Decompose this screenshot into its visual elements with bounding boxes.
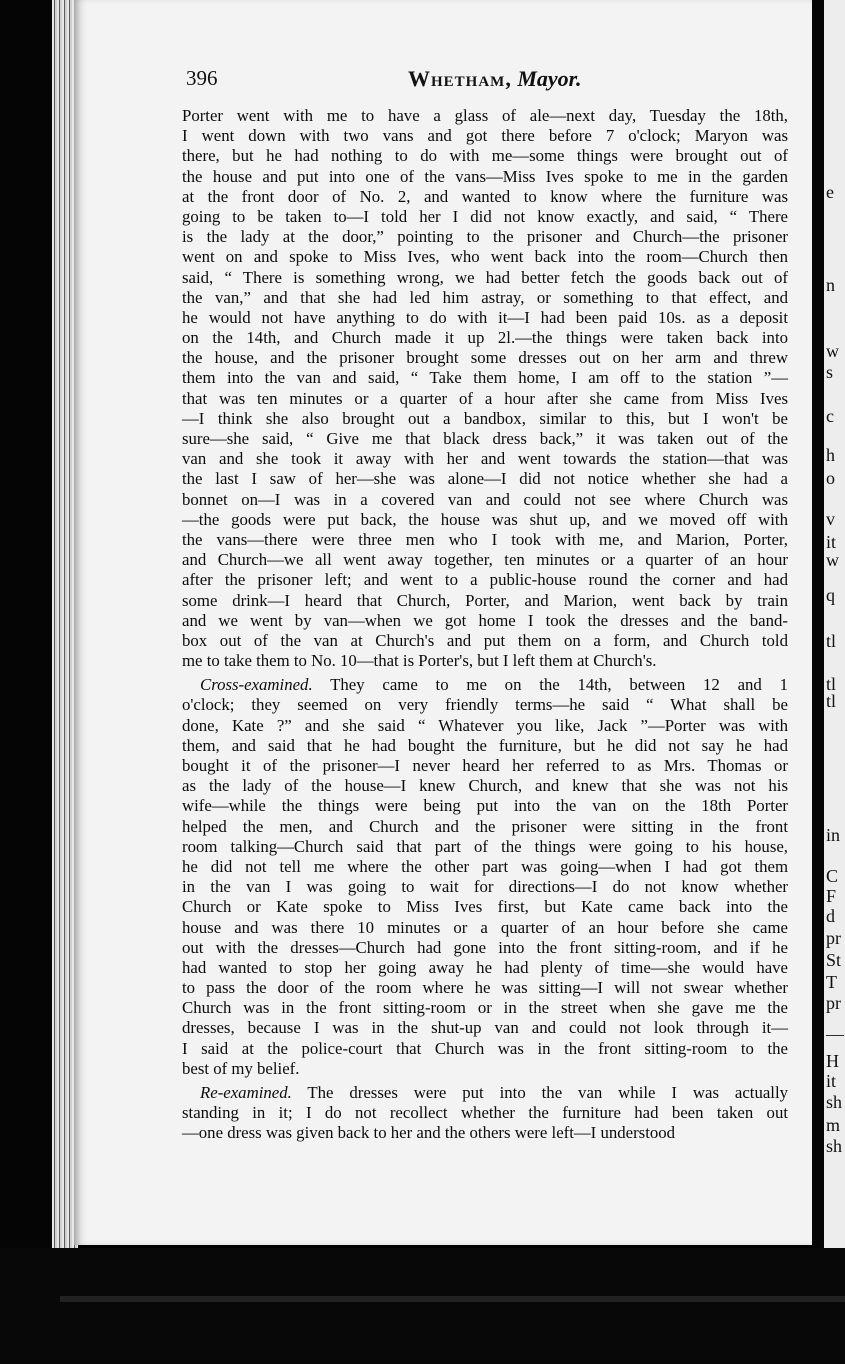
text-line: dresses, because I was in the shut-up van and could not look through it— — [182, 1018, 788, 1038]
text-line: to pass the door of the room where he was sitting—I will not swear whether — [182, 978, 788, 998]
text-line: helped the men, and Church and the prisoner were sitting in the front — [182, 816, 788, 836]
adjacent-page-fragment: d — [826, 906, 835, 926]
text-line: Church was in the front sitting-room or in the street when she gave me the — [182, 998, 788, 1018]
text-line: best of my belief. — [182, 1058, 300, 1078]
text-line: me to take them to No. 10—that is Porter's, but I left them at Church's. — [182, 651, 657, 671]
text-line: done, Kate ?” and she said “ Whatever you like, Jack ”—Porter was with — [182, 715, 788, 735]
text-line: standing in it; I do not recollect whether the furniture had been taken out — [182, 1103, 788, 1123]
text-line: he did not tell me where the other part was going—when I had got them — [182, 856, 788, 876]
running-head-title: Mayor. — [517, 66, 582, 91]
adjacent-page-fragment: F — [826, 886, 837, 906]
text-line: wife—while the things were being put into the van on the 18th Porter — [182, 796, 788, 816]
adjacent-page-fragment: pr — [826, 993, 841, 1013]
examination-label: Cross-examined. — [200, 675, 313, 695]
text-line: went on and spoke to Miss Ives, who went back into the room—Church then — [182, 247, 788, 267]
page-number: 396 — [186, 66, 218, 90]
text-line-content: They came to me on the 14th, between 12 and 1 — [312, 675, 788, 695]
adjacent-page-fragment: w — [826, 341, 839, 361]
adjacent-page-fragment: tl — [826, 631, 837, 651]
text-line: them, and said that he had bought the furniture, but he did not say he had — [182, 735, 788, 755]
text-line: —one dress was given back to her and the others were left—I understood — [182, 1123, 676, 1143]
adjacent-page-fragment: in — [826, 825, 841, 845]
text-line: on the 14th, and Church made it up 2l.—the things were taken back into — [182, 328, 788, 348]
paragraph-gap — [182, 1144, 788, 1148]
text-line: the vans—there were three men who I took with me, and Marion, Porter, — [182, 529, 788, 549]
text-line: van and she took it away with her and went towards the station—that was — [182, 449, 788, 469]
text-line: and we went by van—when we got home I took the dresses and the band- — [182, 610, 788, 630]
text-line — [182, 1083, 788, 1103]
text-line: the last I saw of her—she was alone—I did not notice whether she had a — [182, 469, 788, 489]
adjacent-page-fragment: q — [826, 585, 835, 605]
text-line: box out of the van at Church's and put them on a form, and Church told — [182, 630, 788, 650]
text-line: and Church—we all went away together, ten minutes or a quarter of an hour — [182, 550, 788, 570]
paragraph — [182, 675, 788, 1079]
text-line: said, “ There is something wrong, we had better fetch the goods back out of — [182, 267, 788, 287]
text-line: he would not have anything to do with it—I had been paid 10s. as a deposit — [182, 307, 788, 327]
book-gutter — [812, 0, 824, 1364]
text-line: bonnet on—I was in a covered van and could not see where Church was — [182, 489, 788, 509]
adjacent-page-fragment: h — [826, 445, 835, 465]
text-line: there, but he had nothing to do with me—some things were brought out of — [182, 146, 788, 166]
running-head — [408, 66, 582, 92]
text-line: I went down with two vans and got there before 7 o'clock; Maryon was — [182, 126, 788, 146]
adjacent-page-fragment: — — [826, 1024, 844, 1044]
adjacent-page-fragment: tl — [826, 691, 837, 711]
text-line: —I think she also brought out a bandbox, similar to this, but I won't be — [182, 408, 788, 428]
text-line: Porter went with me to have a glass of ale—next day, Tuesday the 18th, — [182, 106, 788, 125]
text-line — [182, 675, 788, 695]
text-line: Church or Kate spoke to Miss Ives first, but Kate came back into the — [182, 897, 788, 917]
text-line: sure—she said, “ Give me that black dress back,” it was taken out of the — [182, 429, 788, 448]
adjacent-page-fragment: tl — [826, 674, 837, 694]
text-line: the van,” and that she had led him astray, or something to that effect, and — [182, 287, 788, 307]
adjacent-page-fragment: it — [826, 532, 837, 552]
text-line: as the lady of the house—I knew Church, and knew that she was not his — [182, 776, 788, 796]
text-line: going to be taken to—I told her I did not know exactly, and said, “ There — [182, 206, 788, 226]
text-line: at the front door of No. 2, and wanted to know where the furniture was — [182, 186, 788, 206]
adjacent-page-fragment: s — [826, 362, 834, 382]
adjacent-page-fragment: m — [826, 1115, 841, 1135]
adjacent-page-fragment: H — [826, 1051, 839, 1071]
text-line: room talking—Church said that part of the things were going to his house, — [182, 836, 788, 856]
adjacent-page-fragment: w — [826, 550, 839, 570]
adjacent-page-fragment: n — [826, 275, 835, 295]
adjacent-page-fragment: it — [826, 1071, 837, 1091]
text-line: the house, and the prisoner brought some dresses out on her arm and threw — [182, 348, 788, 368]
text-line: house and was there 10 minutes or a quarter of an hour before she came — [182, 917, 788, 937]
adjacent-page-fragment: sh — [826, 1092, 843, 1112]
adjacent-page-fragment: C — [826, 866, 839, 886]
adjacent-page-fragment: o — [826, 468, 835, 488]
bottom-band — [60, 1296, 845, 1302]
adjacent-page-sliver — [824, 0, 845, 1250]
text-line: is the lady at the door,” pointing to the prisoner and Church—the prisoner — [182, 227, 788, 247]
bottom-shadow — [0, 1248, 845, 1364]
adjacent-page-fragment: T — [826, 972, 837, 992]
text-line: the house and put into one of the vans—Miss Ives spoke to me in the garden — [182, 166, 788, 186]
running-head-name: Whetham, — [408, 66, 512, 91]
text-line: after the prisoner left; and went to a public-house round the corner and had — [182, 570, 788, 590]
adjacent-page-fragment: sh — [826, 1136, 843, 1156]
text-line: o'clock; they seemed on very friendly terms—he said “ What shall be — [182, 695, 788, 715]
text-line: —the goods were put back, the house was shut up, and we moved off with — [182, 509, 788, 529]
text-line: bought it of the prisoner—I never heard her referred to as Mrs. Thomas or — [182, 756, 788, 775]
adjacent-page-fragment: St — [826, 950, 842, 970]
text-line: them into the van and said, “ Take them home, I am off to the station ”— — [182, 368, 788, 388]
paragraph — [182, 106, 788, 671]
text-line-content: The dresses were put into the van while I was actually — [291, 1083, 788, 1102]
page-header — [186, 62, 786, 96]
text-line: in the van I was going to wait for directions—I do not know whether — [182, 877, 788, 897]
body-text — [182, 106, 788, 1148]
adjacent-page-fragment: pr — [826, 928, 841, 948]
text-line: some drink—I heard that Church, Porter, and Marion, went back by train — [182, 590, 788, 610]
text-line: that was ten minutes or a quarter of a hour after she came from Miss Ives — [182, 388, 788, 408]
adjacent-page-fragment: c — [826, 406, 834, 426]
adjacent-page-fragment: v — [826, 509, 835, 529]
text-line: out with the dresses—Church had gone into the front sitting-room, and if he — [182, 937, 788, 957]
examination-label: Re-examined. — [200, 1083, 292, 1102]
text-line: I said at the police-court that Church was in the front sitting-room to the — [182, 1038, 788, 1058]
text-line: had wanted to stop her going away he had plenty of time—she would have — [182, 957, 788, 977]
paragraph — [182, 1083, 788, 1144]
adjacent-page-fragment: e — [826, 182, 834, 202]
left-shadow — [0, 0, 58, 1364]
